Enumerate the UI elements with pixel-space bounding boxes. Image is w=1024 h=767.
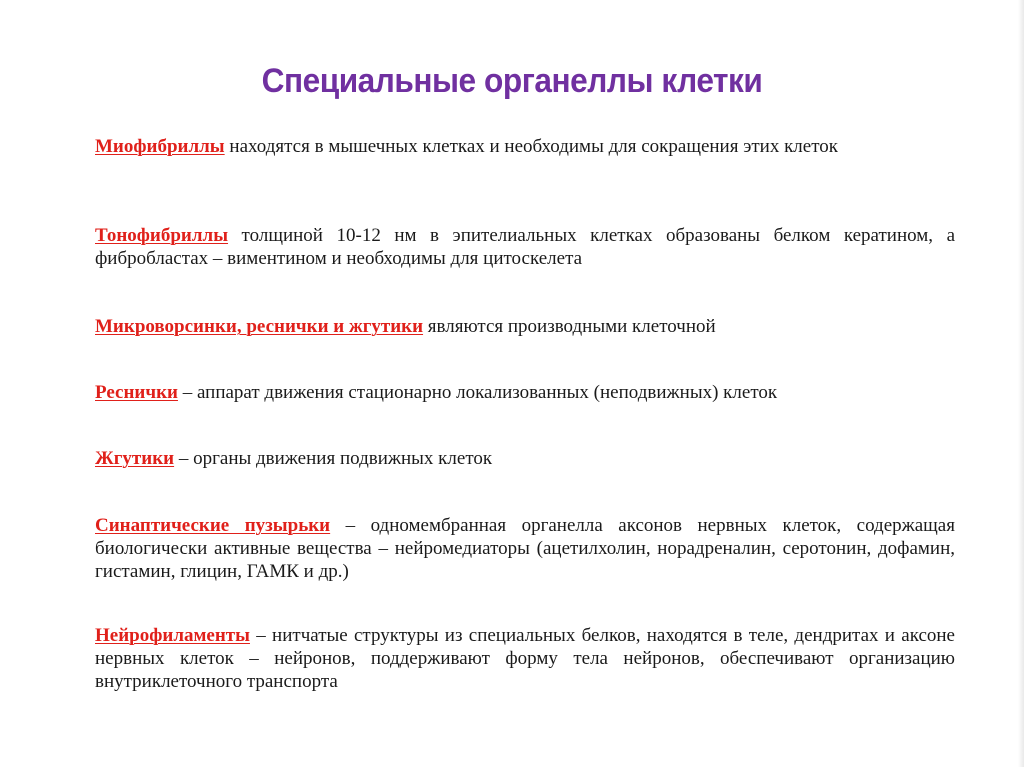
term-cilia: Реснички — [95, 382, 178, 403]
term-synaptic-vesicles: Синаптические пузырьки — [95, 515, 331, 536]
term-neurofilaments: Нейрофиламенты — [95, 625, 250, 646]
paragraph-microvilli — [95, 315, 955, 338]
paragraph-flagella — [95, 447, 955, 470]
term-flagella: Жгутики — [95, 448, 175, 469]
paragraph-myofibrils — [95, 135, 955, 158]
definition-synaptic-vesicles: – одномембранная органелла аксонов нервных клеток, содержащая биологически активные вещества – нейромедиаторы (ацетилхолин, норадреналин, серотонин, дофамин, гистамин, глицин, ГАМК и др.) — [95, 515, 955, 582]
definition-myofibrils: находятся в мышечных клетках и необходимы для сокращения этих клеток — [224, 136, 839, 157]
paragraph-neurofilaments — [95, 624, 955, 693]
paragraph-tonofibrils — [95, 224, 955, 270]
definition-neurofilaments: – нитчатые структуры из специальных белков, находятся в теле, дендритах и аксоне нервных клеток – нейронов, поддерживают форму тела нейронов, обеспечивают организацию внутриклеточного транспорта — [95, 625, 955, 692]
term-microvilli: Микроворсинки, реснички и жгутики — [95, 316, 424, 337]
term-myofibrils: Миофибриллы — [95, 136, 225, 157]
term-tonofibrils: Тонофибриллы — [95, 225, 229, 246]
slide-edge-shadow — [1018, 0, 1024, 767]
definition-microvilli: являются производными клеточной — [423, 316, 716, 337]
definition-tonofibrils: толщиной 10-12 нм в эпителиальных клетках образованы белком кератином, а фибробластах – виментином и необходимы для цитоскелета — [95, 225, 955, 269]
definition-flagella: – органы движения подвижных клеток — [174, 448, 493, 469]
slide-title: Специальные органеллы клетки — [261, 62, 763, 100]
paragraph-synaptic-vesicles — [95, 514, 955, 583]
definition-cilia: – аппарат движения стационарно локализованных (неподвижных) клеток — [177, 382, 778, 403]
paragraph-cilia — [95, 381, 955, 404]
